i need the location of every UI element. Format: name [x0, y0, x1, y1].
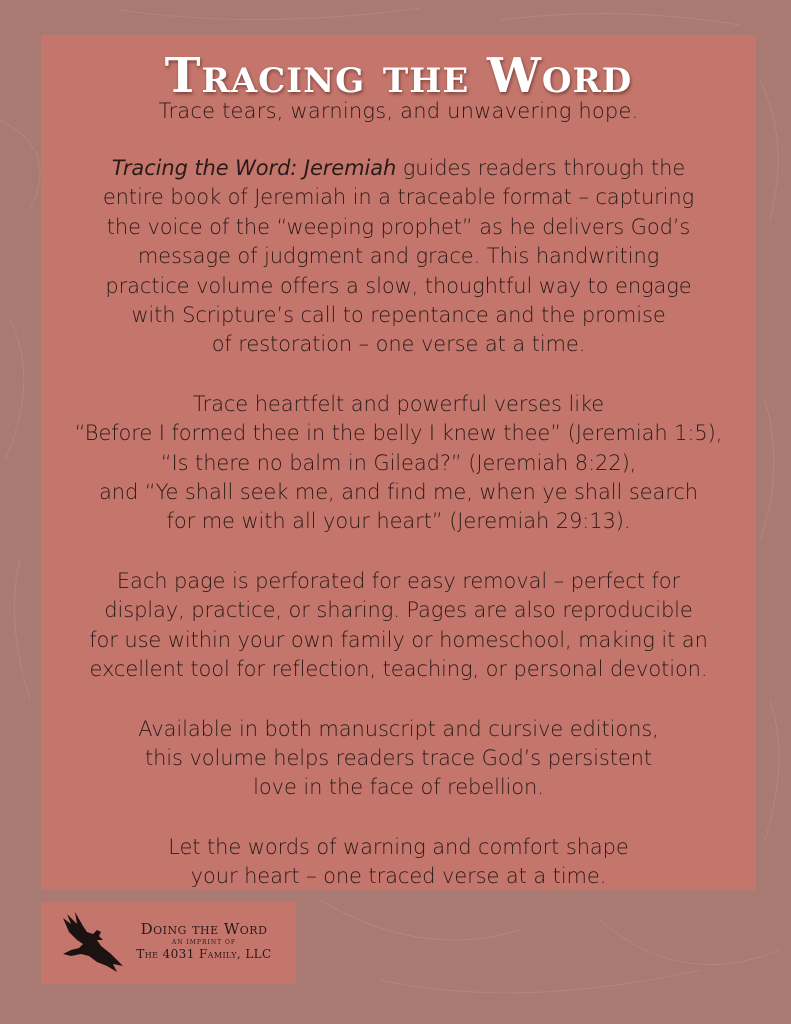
verses-paragraph — [41, 390, 756, 537]
intro-line: the voice of the “weeping prophet” as he delivers God’s — [106, 214, 691, 239]
verses-line: and “Ye shall seek me, and find me, when ye shall search — [99, 480, 698, 505]
description-panel — [41, 35, 756, 890]
editions-line: this volume helps readers trace God’s persistent — [144, 745, 653, 770]
intro-line — [41, 154, 756, 183]
tagline: Trace tears, warnings, and unwavering hope. — [158, 99, 639, 123]
verses-line: for me with all your heart” (Jeremiah 29:13). — [166, 509, 631, 534]
imprint-name: Doing the Word — [140, 920, 268, 938]
intro-line: with Scripture’s call to repentance and the promise — [131, 303, 666, 328]
book-title: Tracing the Word: Jeremiah — [111, 156, 397, 180]
verses-line: Trace heartfelt and powerful verses like — [192, 391, 605, 416]
page-title: Tracing the Word — [164, 48, 633, 104]
features-line: excellent tool for reflection, teaching, or personal devotion. — [89, 657, 708, 682]
intro-line: entire book of Jeremiah in a traceable format – capturing — [102, 185, 695, 210]
imprint-logo — [41, 902, 296, 984]
verses-line: “Is there no balm in Gilead?” (Jeremiah 8:22), — [160, 450, 637, 475]
eagle-icon — [57, 910, 127, 976]
features-line: display, practice, or sharing. Pages are also reproducible — [104, 598, 693, 623]
closing-line: your heart – one traced verse at a time. — [190, 864, 607, 889]
editions-paragraph — [41, 715, 756, 803]
imprint-company: The 4031 Family, LLC — [136, 947, 272, 961]
intro-line: practice volume offers a slow, thoughtful way to engage — [105, 273, 692, 298]
features-paragraph — [41, 567, 756, 685]
closing-line: Let the words of warning and comfort shape — [168, 834, 629, 859]
editions-line: love in the face of rebellion. — [253, 775, 544, 800]
intro-line: message of judgment and grace. This handwriting — [137, 244, 660, 269]
intro-line: of restoration – one verse at a time. — [211, 332, 586, 357]
editions-line: Available in both manuscript and cursive editions, — [138, 716, 659, 741]
intro-paragraph — [41, 154, 756, 360]
verses-line: “Before I formed thee in the belly I knew thee” (Jeremiah 1:5), — [74, 421, 723, 446]
intro-line-rest: guides readers through the — [396, 156, 686, 180]
features-line: Each page is perforated for easy removal – perfect for — [116, 568, 681, 593]
imprint-text — [119, 920, 289, 962]
features-line: for use within your own family or homeschool, making it an — [89, 627, 708, 652]
closing-paragraph — [41, 833, 756, 892]
imprint-subtitle: AN IMPRINT OF — [171, 939, 237, 946]
